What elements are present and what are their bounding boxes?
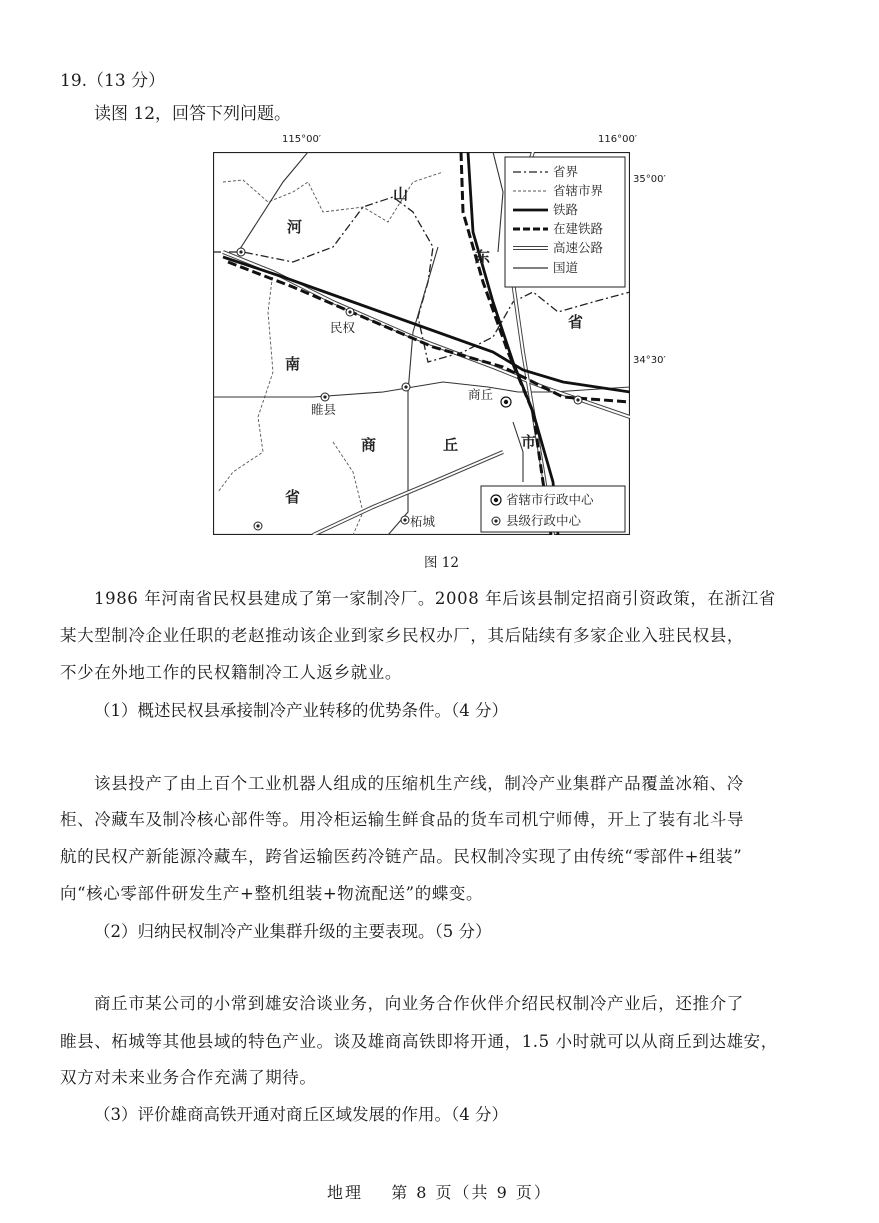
region-label-sheng-right: 省 <box>568 313 584 331</box>
county-center-northwest <box>237 248 245 256</box>
place-shangqiu: 商丘 <box>468 387 494 402</box>
region-label-he: 河 <box>287 218 303 236</box>
passage3-line1: 商丘市某公司的小常到雄安洽谈业务，向业务合作伙伴介绍民权制冷产业后，还推介了 <box>94 994 744 1013</box>
region-label-dong: 东 <box>475 248 491 266</box>
footer-subject: 地理 <box>327 1183 364 1202</box>
prefecture-center-shangqiu <box>501 397 511 407</box>
legend-label-national-road: 国道 <box>553 260 579 275</box>
lat-mid-label: 34°30′ <box>633 355 666 366</box>
region-label-shi: 市 <box>521 433 537 451</box>
legend-label-railway: 铁路 <box>553 202 579 217</box>
footer <box>327 1180 552 1203</box>
region-label-shang: 商 <box>361 436 377 454</box>
passage1-line3: 不少在外地工作的民权籍制冷工人返乡就业。 <box>60 663 402 682</box>
legend-label-railway-construction: 在建铁路 <box>553 221 604 236</box>
legend-label-expressway: 高速公路 <box>553 240 604 255</box>
region-label-sheng-left: 省 <box>285 488 301 506</box>
footer-page: 第 8 页（共 9 页） <box>391 1183 552 1202</box>
county-center-southwest <box>254 522 262 530</box>
map-legend-centers <box>481 486 625 532</box>
map-figure <box>213 152 630 535</box>
figure-caption: 图 12 <box>424 555 459 571</box>
place-zhecheng: 柘城 <box>410 514 436 529</box>
place-suixian: 睢县 <box>311 402 337 417</box>
passage2-line1: 该县投产了由上百个工业机器人组成的压缩机生产线，制冷产业集群产品覆盖冰箱、冷 <box>94 774 744 793</box>
county-center-ningling <box>402 383 410 391</box>
passage3-line2: 睢县、柘城等其他县域的特色产业。谈及雄商高铁即将开通，1.5 小时就可以从商丘到达雄安， <box>60 1032 778 1051</box>
question-number: 19.（13 分） <box>60 71 166 91</box>
question-3: （3）评价雄商高铁开通对商丘区域发展的作用。（4 分） <box>94 1105 508 1124</box>
county-center-east <box>574 396 582 404</box>
passage2-line2: 柜、冷藏车及制冷核心部件等。用冷柜运输生鲜食品的货车司机宁师傅，开上了装有北斗导 <box>60 810 744 829</box>
question-2: （2）归纳民权制冷产业集群升级的主要表现。（5 分） <box>94 922 492 941</box>
passage1-line1: 1986 年河南省民权县建成了第一家制冷厂。2008 年后该县制定招商引资政策，在浙江省 <box>94 589 776 608</box>
lon-left-label: 115°00′ <box>282 134 322 145</box>
question-instruction: 读图 12，回答下列问题。 <box>94 104 292 124</box>
region-label-nan: 南 <box>285 355 301 373</box>
lat-top-label: 35°00′ <box>633 174 666 185</box>
county-center-suixian <box>321 393 329 401</box>
lon-right-label: 116°00′ <box>598 134 638 145</box>
passage1-line2: 某大型制冷企业任职的老赵推动该企业到家乡民权办厂，其后陆续有多家企业入驻民权县， <box>60 626 744 645</box>
county-center-zhecheng <box>401 516 409 524</box>
county-center-minquan <box>346 308 354 316</box>
region-label-qiu: 丘 <box>443 436 459 454</box>
passage3-line3: 双方对未来业务合作充满了期待。 <box>60 1068 317 1087</box>
place-minquan: 民权 <box>330 320 356 335</box>
legend-label-prefecture-center: 省辖市行政中心 <box>506 492 594 507</box>
passage2-line4: 向“核心零部件研发生产+整机组装+物流配送”的蝶变。 <box>60 884 484 903</box>
question-1: （1）概述民权县承接制冷产业转移的优势条件。（4 分） <box>94 701 508 720</box>
passage2-line3: 航的民权产新能源冷藏车，跨省运输医药冷链产品。民权制冷实现了由传统“零部件+组装” <box>60 847 743 866</box>
legend-label-provincial: 省界 <box>553 164 579 179</box>
map-svg <box>213 152 630 535</box>
map-legend-lines <box>505 157 625 287</box>
legend-label-prefecture: 省辖市界 <box>553 183 604 198</box>
legend-label-county-center: 县级行政中心 <box>506 513 582 528</box>
region-label-shan: 山 <box>393 185 409 203</box>
